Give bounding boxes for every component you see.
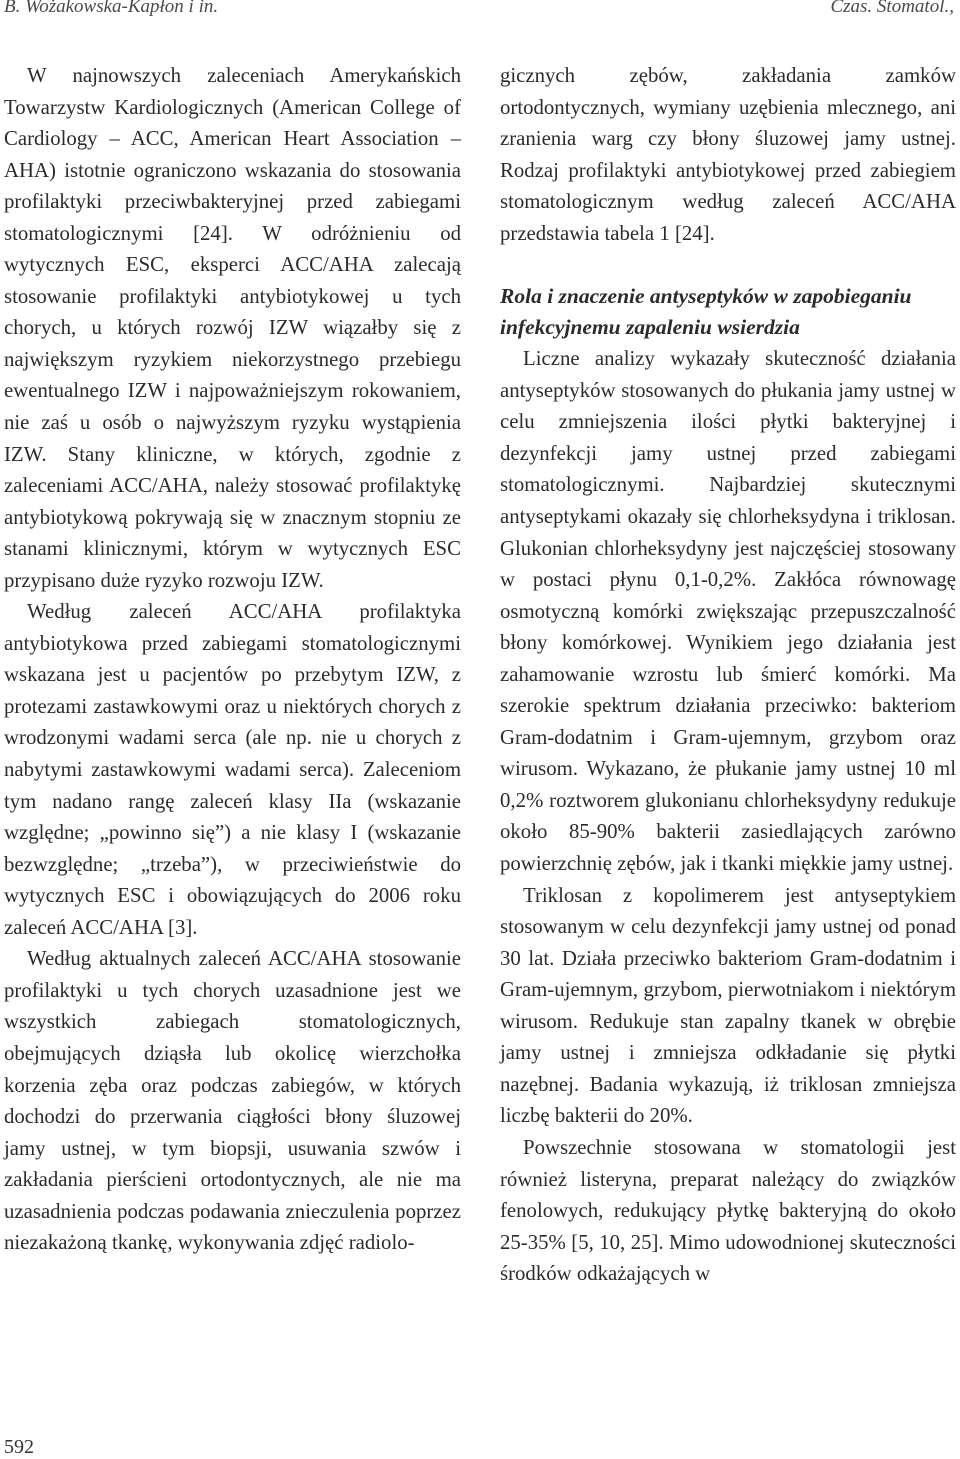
left-paragraph-2: Według zaleceń ACC/AHA profilaktyka antybiotykowa przed zabiegami stomatologicznymi wskazana jest u pacjentów po przebytym IZW, z protezami zastawkowymi oraz u niektórych chorych z wrodzonymi wadami serca (ale np. nie u chorych z nabytymi zastawkowymi wadami serca). Zaleceniom tym nadano rangę zaleceń klasy IIa (wskazanie względne; „powinno się”) a nie klasy I (wskazanie bezwzględne; „trzeba”), w przeciwieństwie do wytycznych ESC i obowiązujących do 2006 roku zaleceń ACC/AHA [3].	[4, 600, 461, 939]
left-paragraph-3: Według aktualnych zaleceń ACC/AHA stosowanie profilaktyki u tych chorych uzasadnione jest we wszystkich zabiegach stomatologicznych, obejmujących dziąsła lub okolicę wierzchołka korzenia zęba oraz podczas zabiegów, w których dochodzi do przerwania ciągłości błony śluzowej jamy ustnej, w tym biopsji, usuwania szwów i zakładania pierścieni ortodontycznych, ale nie ma uzasadnienia podczas podawania znieczulenia poprzez niezakażoną tkankę, wykonywania zdjęć radiolo-	[4, 947, 461, 1255]
left-paragraph-1: W najnowszych zaleceniach Amerykańskich Towarzystw Kardiologicznych (American College of Cardiology – ACC, American Heart Association – AHA) istotnie ograniczono wskazania do stosowania profilaktyki przeciwbakteryjnej przed zabiegami stomatologicznymi [24]. W odróżnieniu od wytycznych ESC, eksperci ACC/AHA zalecają stosowanie profilaktyki antybiotykowej u tych chorych, u których rozwój IZW wiązałby się z największym ryzykiem niekorzystnego przebiegu ewentualnego IZW i najpoważniejszym rokowaniem, nie zaś u osób o najwyższym ryzyku wystąpienia IZW. Stany kliniczne, w których, zgodnie z zaleceniami ACC/AHA, należy stosować profilaktykę antybiotykową pokrywają się w znacznym stopniu ze stanami klinicznymi, którym w wytycznych ESC przypisano duże ryzyko rozwoju IZW.	[4, 64, 461, 592]
right-paragraph-2: Liczne analizy wykazały skuteczność działania antyseptyków stosowanych do płukania jamy ustnej w celu zmniejszenia ilości płytki bakteryjnej i dezynfekcji jamy ustnej przed zabiegami stomatologicznymi. Najbardziej skutecznymi antyseptykami okazały się chlorheksydyna i triklosan. Glukonian chlorheksydyny jest najczęściej stosowany w postaci płynu 0,1-0,2%. Zakłóca równowagę osmotyczną komórki zwiększając przepuszczalność błony komórkowej. Wynikiem jego działania jest zahamowanie wzrostu lub śmierć komórki. Ma szerokie spektrum działania przeciwko: bakteriom Gram-dodatnim i Gram-ujemnym, grzybom oraz wirusom. Wykazano, że płukanie jamy ustnej 10 ml 0,2% roztworem glukonianu chlorheksydyny redukuje około 85-90% bakterii zasiedlających zarówno powierzchnię zębów, jak i tkanki miękkie jamy ustnej.	[500, 347, 956, 876]
right-paragraph-3: Triklosan z kopolimerem jest antyseptykiem stosowanym w celu dezynfekcji jamy ustnej od ponad 30 lat. Działa przeciwko bakteriom Gram-dodatnim i Gram-ujemnym, grzybom, pierwotniakom i niektórym wirusom. Redukuje stan zapalny tkanek w obrębie jamy ustnej i zmniejsza odkładanie się płytki nazębnej. Badania wykazują, iż triklosan zmniejsza liczbę bakterii do 20%.	[500, 883, 956, 1128]
left-column	[4, 60, 461, 1259]
page-number: 592	[4, 1436, 34, 1458]
right-paragraph-4: Powszechnie stosowana w stomatologii jest również listeryna, preparat należący do związków fenolowych, redukujący płytkę bakteryjną do około 25-35% [5, 10, 25]. Mimo udowodnionej skuteczności środków odkażających w	[500, 1135, 956, 1286]
right-column	[500, 60, 956, 1290]
section-heading: Rola i znaczenie antyseptyków w zapobieganiu infekcyjnemu zapaleniu wsierdzia	[500, 284, 912, 340]
running-header-journal: Czas. Stomatol.,	[830, 0, 954, 17]
right-paragraph-1: gicznych zębów, zakładania zamków ortodontycznych, wymiany uzębienia mlecznego, ani zranienia warg czy błony śluzowej jamy ustnej. Rodzaj profilaktyki antybiotykowej przed zabiegiem stomatologicznym według zaleceń ACC/AHA przedstawia tabela 1 [24].	[500, 64, 956, 245]
running-header-authors: B. Wożakowska-Kapłon i in.	[4, 0, 219, 17]
